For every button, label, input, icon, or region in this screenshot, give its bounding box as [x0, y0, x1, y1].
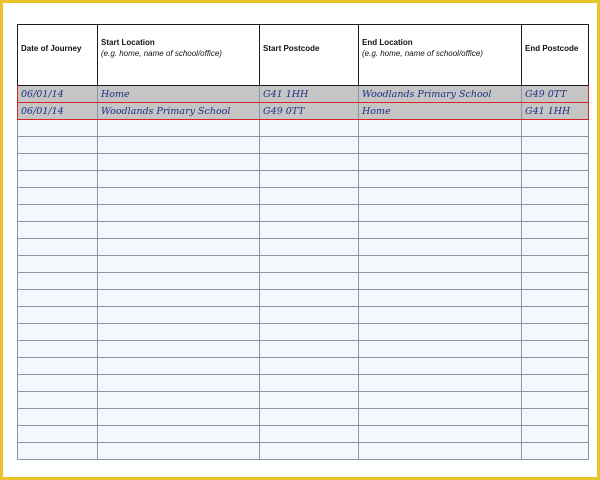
cell-start-postcode[interactable]	[260, 375, 359, 392]
cell-date[interactable]	[18, 392, 98, 409]
cell-date[interactable]	[18, 256, 98, 273]
cell-start-location[interactable]	[98, 341, 260, 358]
cell-end-location[interactable]	[359, 273, 522, 290]
cell-start-location[interactable]	[98, 409, 260, 426]
cell-end-postcode[interactable]	[522, 137, 589, 154]
cell-start-location[interactable]	[98, 392, 260, 409]
cell-start-postcode[interactable]	[260, 205, 359, 222]
cell-start-location[interactable]	[98, 290, 260, 307]
cell-end-location[interactable]	[359, 290, 522, 307]
table-row	[18, 86, 589, 103]
cell-start-postcode[interactable]	[260, 188, 359, 205]
cell-end-postcode[interactable]	[522, 222, 589, 239]
cell-start-postcode[interactable]	[260, 120, 359, 137]
cell-start-postcode[interactable]	[260, 273, 359, 290]
cell-start-location[interactable]: Home	[98, 86, 260, 103]
table-row	[18, 239, 589, 256]
cell-date[interactable]	[18, 154, 98, 171]
cell-start-location[interactable]	[98, 171, 260, 188]
cell-start-postcode[interactable]	[260, 307, 359, 324]
cell-end-location[interactable]	[359, 358, 522, 375]
cell-end-postcode[interactable]	[522, 256, 589, 273]
cell-date[interactable]	[18, 341, 98, 358]
table-row	[18, 120, 589, 137]
header-date-of-journey	[18, 25, 98, 86]
cell-end-location[interactable]	[359, 205, 522, 222]
table-row	[18, 392, 589, 409]
cell-date[interactable]	[18, 290, 98, 307]
cell-end-postcode[interactable]	[522, 239, 589, 256]
cell-start-postcode[interactable]	[260, 222, 359, 239]
cell-date[interactable]	[18, 273, 98, 290]
header-hint: (e.g. home, name of school/office)	[362, 49, 483, 58]
header-start-location	[98, 25, 260, 86]
cell-date[interactable]	[18, 205, 98, 222]
cell-date[interactable]	[18, 324, 98, 341]
cell-start-postcode[interactable]	[260, 392, 359, 409]
cell-end-postcode[interactable]	[522, 358, 589, 375]
header-start-postcode	[260, 25, 359, 86]
header-label: Start Postcode	[263, 44, 320, 53]
cell-end-postcode[interactable]	[522, 290, 589, 307]
header-label: Start Location	[101, 38, 155, 47]
cell-start-location[interactable]	[98, 256, 260, 273]
cell-date[interactable]	[18, 409, 98, 426]
cell-end-location[interactable]	[359, 239, 522, 256]
cell-date[interactable]: 06/01/14	[18, 103, 98, 120]
cell-date[interactable]	[18, 222, 98, 239]
cell-end-location[interactable]	[359, 256, 522, 273]
cell-date[interactable]	[18, 120, 98, 137]
cell-end-location[interactable]	[359, 120, 522, 137]
cell-end-location[interactable]	[359, 324, 522, 341]
cell-end-location[interactable]	[359, 137, 522, 154]
cell-start-location[interactable]	[98, 426, 260, 443]
journey-log-table	[17, 24, 589, 460]
cell-end-postcode[interactable]	[522, 443, 589, 460]
cell-start-postcode[interactable]	[260, 290, 359, 307]
cell-start-postcode[interactable]	[260, 324, 359, 341]
cell-start-postcode[interactable]	[260, 443, 359, 460]
header-hint: (e.g. home, name of school/office)	[101, 49, 222, 58]
table-row	[18, 409, 589, 426]
cell-date[interactable]	[18, 171, 98, 188]
cell-start-location[interactable]	[98, 273, 260, 290]
header-row	[18, 25, 589, 86]
cell-start-location[interactable]	[98, 307, 260, 324]
cell-end-postcode[interactable]	[522, 273, 589, 290]
cell-end-location[interactable]	[359, 443, 522, 460]
cell-start-location[interactable]	[98, 375, 260, 392]
cell-end-postcode[interactable]	[522, 324, 589, 341]
cell-date[interactable]	[18, 137, 98, 154]
cell-start-location[interactable]	[98, 239, 260, 256]
table-row	[18, 324, 589, 341]
cell-end-location[interactable]	[359, 426, 522, 443]
cell-end-postcode[interactable]	[522, 171, 589, 188]
header-label: End Location	[362, 38, 413, 47]
table-row	[18, 205, 589, 222]
cell-start-location[interactable]	[98, 188, 260, 205]
cell-start-location[interactable]	[98, 137, 260, 154]
cell-start-postcode[interactable]	[260, 358, 359, 375]
cell-start-postcode[interactable]: G49 0TT	[260, 103, 359, 120]
cell-end-location[interactable]	[359, 222, 522, 239]
cell-start-location[interactable]	[98, 358, 260, 375]
cell-start-location[interactable]	[98, 205, 260, 222]
cell-end-postcode[interactable]	[522, 307, 589, 324]
cell-date[interactable]	[18, 307, 98, 324]
cell-start-location[interactable]	[98, 222, 260, 239]
cell-end-location[interactable]	[359, 171, 522, 188]
cell-start-postcode[interactable]	[260, 137, 359, 154]
cell-end-location[interactable]	[359, 375, 522, 392]
cell-end-postcode[interactable]	[522, 392, 589, 409]
cell-end-location[interactable]	[359, 188, 522, 205]
cell-end-location[interactable]	[359, 392, 522, 409]
header-label: End Postcode	[525, 44, 579, 53]
table-row	[18, 426, 589, 443]
header-end-location	[359, 25, 522, 86]
cell-start-postcode[interactable]	[260, 409, 359, 426]
cell-end-postcode[interactable]: G49 0TT	[522, 86, 589, 103]
cell-date[interactable]	[18, 443, 98, 460]
table-row	[18, 307, 589, 324]
cell-end-postcode[interactable]	[522, 426, 589, 443]
cell-end-location[interactable]: Woodlands Primary School	[359, 86, 522, 103]
table-row	[18, 290, 589, 307]
cell-start-postcode[interactable]	[260, 256, 359, 273]
header-end-postcode	[522, 25, 589, 86]
cell-start-location[interactable]	[98, 324, 260, 341]
cell-start-postcode[interactable]: G41 1HH	[260, 86, 359, 103]
cell-end-location[interactable]	[359, 154, 522, 171]
table-row	[18, 154, 589, 171]
cell-start-postcode[interactable]	[260, 341, 359, 358]
cell-start-postcode[interactable]	[260, 171, 359, 188]
table-row	[18, 443, 589, 460]
cell-end-postcode[interactable]	[522, 205, 589, 222]
table-row	[18, 137, 589, 154]
table-row	[18, 256, 589, 273]
cell-end-location[interactable]	[359, 307, 522, 324]
cell-end-postcode[interactable]	[522, 120, 589, 137]
cell-start-location[interactable]: Woodlands Primary School	[98, 103, 260, 120]
table-row	[18, 171, 589, 188]
cell-end-postcode[interactable]	[522, 375, 589, 392]
cell-date[interactable]	[18, 375, 98, 392]
table-row	[18, 358, 589, 375]
cell-date[interactable]	[18, 239, 98, 256]
cell-start-location[interactable]	[98, 120, 260, 137]
cell-end-location[interactable]	[359, 341, 522, 358]
cell-end-postcode[interactable]	[522, 188, 589, 205]
cell-end-postcode[interactable]	[522, 154, 589, 171]
cell-start-postcode[interactable]	[260, 239, 359, 256]
cell-start-postcode[interactable]	[260, 154, 359, 171]
cell-date[interactable]	[18, 426, 98, 443]
cell-end-location[interactable]: Home	[359, 103, 522, 120]
cell-end-postcode[interactable]	[522, 409, 589, 426]
journey-rows	[18, 86, 589, 460]
cell-start-postcode[interactable]	[260, 426, 359, 443]
cell-start-location[interactable]	[98, 443, 260, 460]
table-row	[18, 341, 589, 358]
cell-date[interactable]: 06/01/14	[18, 86, 98, 103]
cell-end-location[interactable]	[359, 409, 522, 426]
table-row	[18, 375, 589, 392]
table-row	[18, 103, 589, 120]
cell-date[interactable]	[18, 188, 98, 205]
table-row	[18, 188, 589, 205]
header-label: Date of Journey	[21, 44, 82, 53]
table-row	[18, 273, 589, 290]
cell-date[interactable]	[18, 358, 98, 375]
cell-end-postcode[interactable]: G41 1HH	[522, 103, 589, 120]
cell-end-postcode[interactable]	[522, 341, 589, 358]
cell-start-location[interactable]	[98, 154, 260, 171]
table-row	[18, 222, 589, 239]
